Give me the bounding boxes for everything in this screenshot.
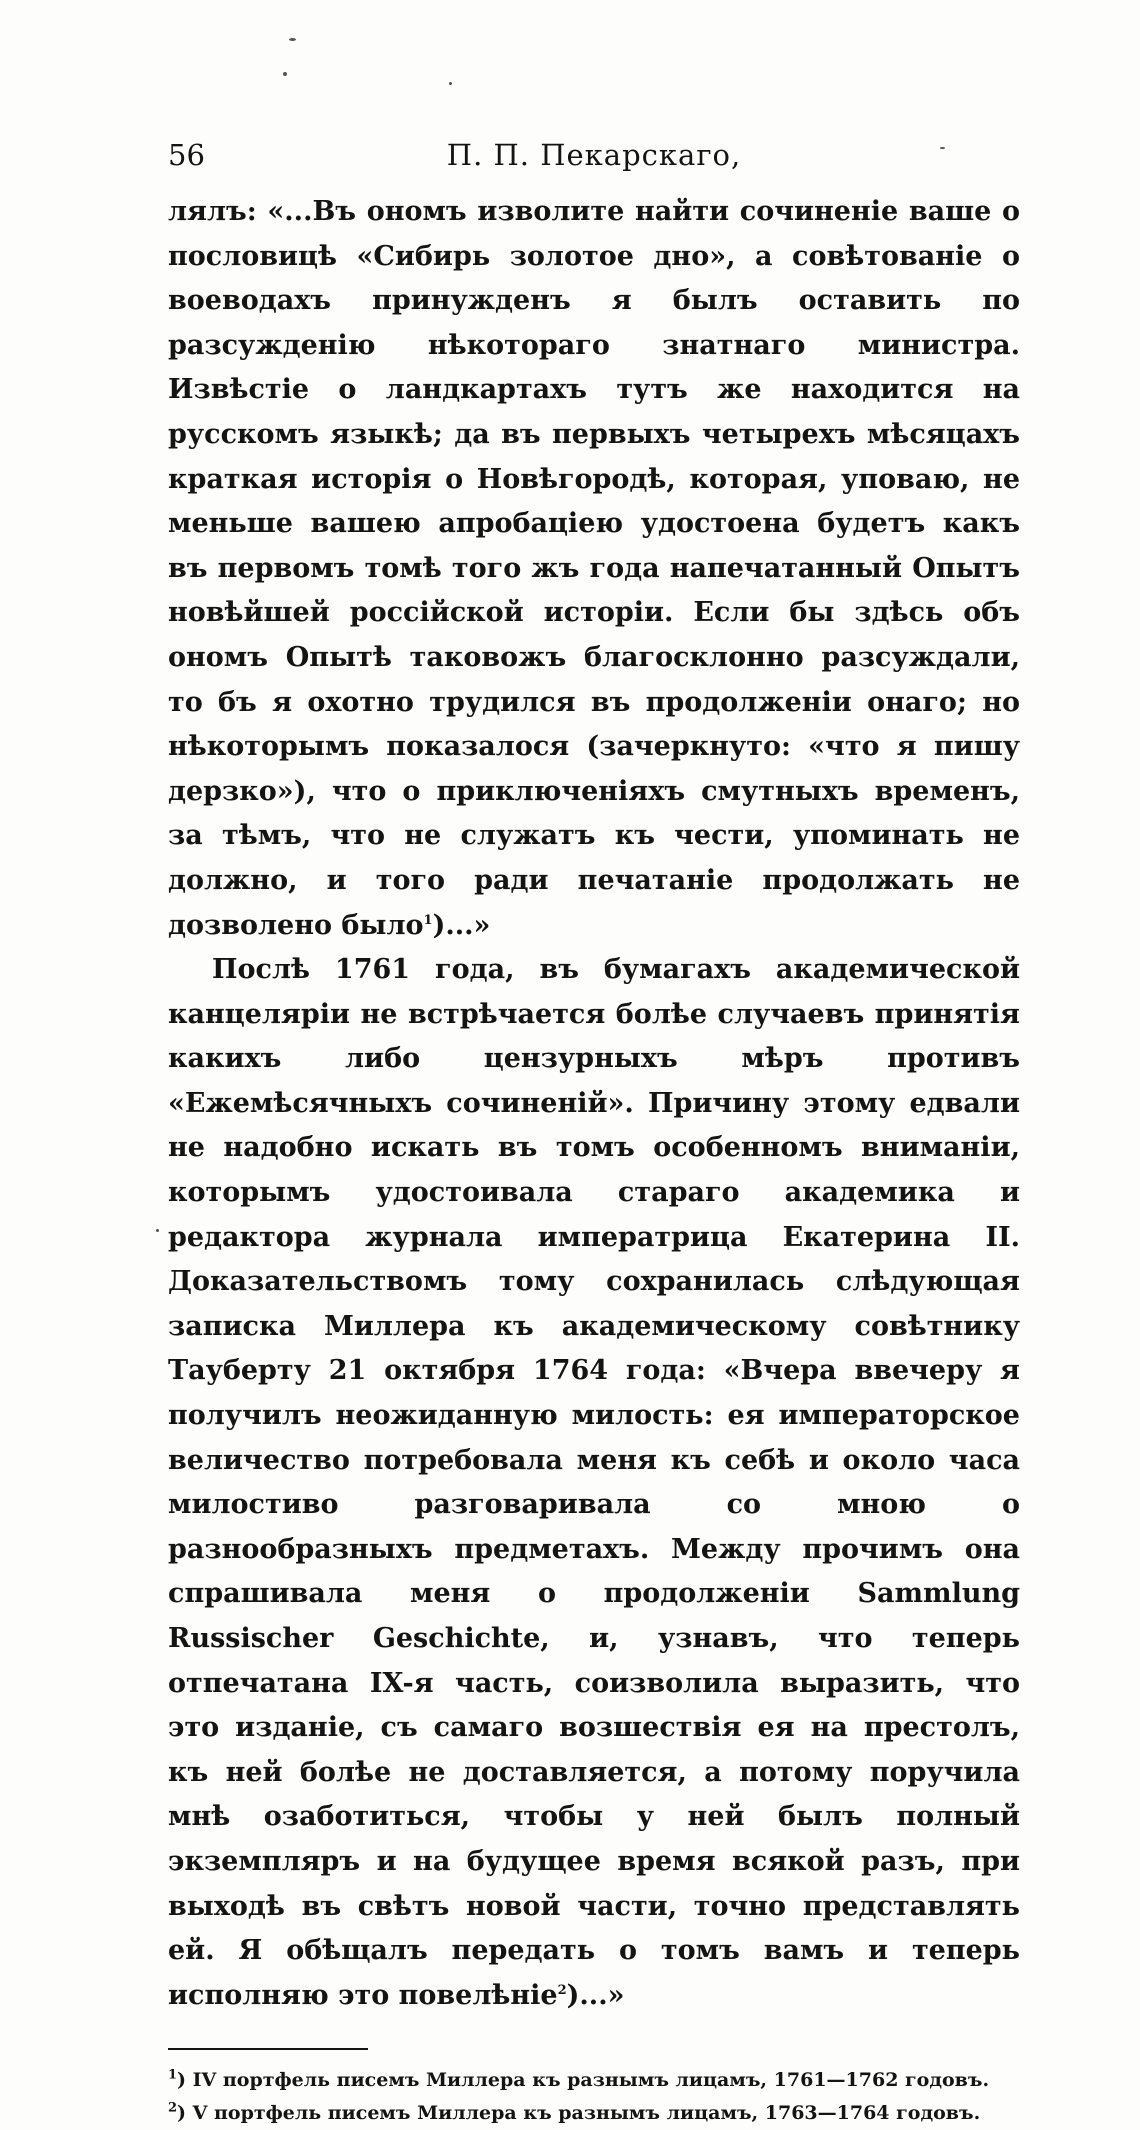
paragraph <box>168 948 1020 2018</box>
scan-speck <box>156 1229 159 1232</box>
footnote <box>168 2064 1020 2097</box>
scan-speck <box>289 38 296 41</box>
footnote <box>168 2097 1020 2130</box>
scan-speck <box>449 82 452 85</box>
page-header <box>168 138 1020 178</box>
running-title: П. П. Пекарскаго, <box>446 138 742 172</box>
paragraph-text: Послѣ 1761 года, въ бумагахъ академической канцеляріи не встрѣчается болѣе случаевъ принятія какихъ либо цензурныхъ мѣръ противъ «Ежемѣсячныхъ сочиненій». Причину этому едвали не надобно искать въ томъ особенномъ вниманіи, которымъ удостоивала стараго академика и редактора журнала императрица Екатерина II. Доказательствомъ тому сохранилась слѣдующая записка Миллера къ академическому совѣтнику Тауберту 21 октября 1764 года: «Вчера ввечеру я получилъ неожиданную милость: ея императорское величество потребовала меня къ себѣ и около часа милостиво разговаривала со мною о разнообразныхъ предметахъ. Между прочимъ она спрашивала меня о продолженіи Sammlung Russischer Geschichte, и, узнавъ, что теперь отпечатана IX-я часть, соизволила выразить, что это изданіе, съ самаго возшествія ея на престолъ, къ ней болѣе не доставляется, а потому поручила мнѣ озаботиться, чтобы у ней былъ полный экземпляръ и на будущее время всякой разъ, при выходѣ въ свѣтъ новой части, точно представлять ей. Я обѣщалъ передать о томъ вамъ и теперь исполняю это повелѣніе <box>168 954 1020 2011</box>
body-text <box>168 190 1020 2018</box>
paragraph <box>168 190 1020 948</box>
footnote-mark: 1 <box>168 2068 178 2084</box>
scan-speck <box>283 72 287 76</box>
paragraph-end: )...» <box>432 909 491 941</box>
page-number: 56 <box>168 138 205 172</box>
footnote-mark: 2 <box>168 2101 178 2117</box>
book-page <box>168 138 1020 2130</box>
footnote-reference: 2 <box>557 1982 567 1998</box>
paragraph-end: )...» <box>566 1979 625 2011</box>
footnote-divider <box>168 2048 368 2050</box>
paragraph-text: лялъ: «...Въ ономъ изволите найти сочиненіе ваше о пословицѣ «Сибирь золотое дно», а совѣтованіе о воеводахъ принужденъ я былъ оставить по разсужденію нѣкотораго знатнаго министра. Извѣстіе о ландкартахъ тутъ же находится на русскомъ языкѣ; да въ первыхъ четырехъ мѣсяцахъ краткая исторія о Новѣгородѣ, которая, уповаю, не меньше вашею апробаціею удостоена будетъ какъ въ первомъ томѣ того жъ года напечатанный Опытъ новѣйшей россійской исторіи. Если бы здѣсь объ ономъ Опытѣ таковожъ благосклонно разсуждали, то бъ я охотно трудился въ продолженіи онаго; но нѣкоторымъ показалося (зачеркнуто: «что я пишу дерзко»), что о приключеніяхъ смутныхъ временъ, за тѣмъ, что не служатъ къ чести, упоминать не должно, и того ради печатаніе продолжать не дозволено было <box>168 196 1020 941</box>
footnote-text: ) IV портфель писемъ Миллера къ разнымъ лицамъ, 1761—1762 годовъ. <box>177 2069 990 2092</box>
footnotes <box>168 2064 1020 2130</box>
footnote-text: ) V портфель писемъ Миллера къ разнымъ лицамъ, 1763—1764 годовъ. <box>177 2102 981 2125</box>
footnote-reference: 1 <box>423 912 433 928</box>
